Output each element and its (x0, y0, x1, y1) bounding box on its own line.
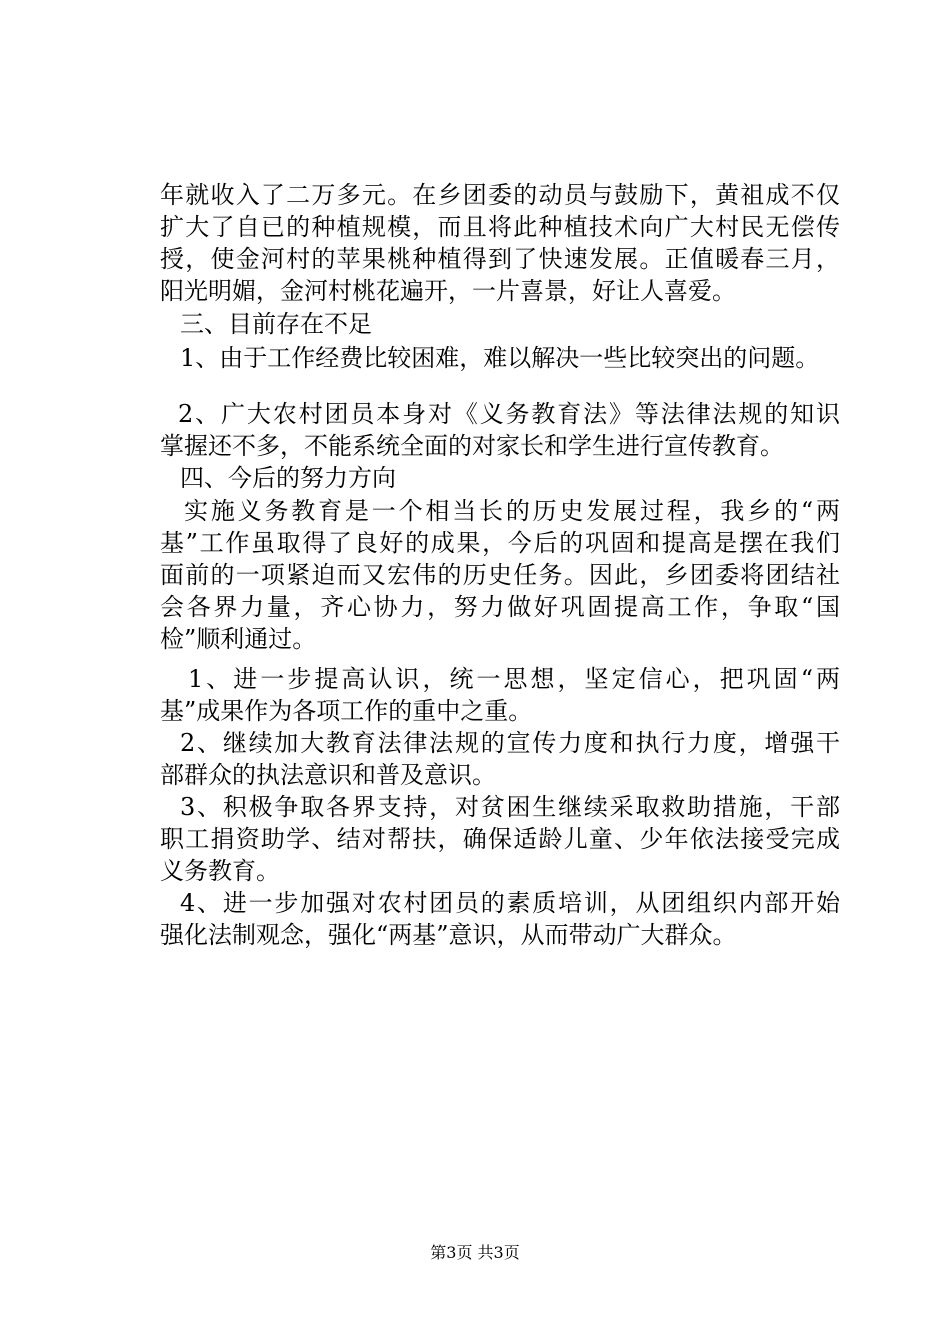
paragraph-line: 年就收入了二万多元。在乡团委的动员与鼓励下，黄祖成不仅 (160, 181, 840, 209)
paragraph-line: 扩大了自已的种植规模，而且将此种植技术向广大村民无偿传 (160, 213, 840, 241)
section-heading: 三、目前存在不足 (180, 310, 372, 338)
paragraph-line: 3、积极争取各界支持，对贫困生继续采取救助措施，干部 (180, 793, 840, 821)
paragraph-line: 授，使金河村的苹果桃种植得到了快速发展。正值暖春三月， (160, 245, 840, 273)
paragraph-line: 1、进一步提高认识，统一思想，坚定信心，把巩固“两 (188, 665, 840, 693)
paragraph-line: 面前的一项紧迫而又宏伟的历史任务。因此，乡团委将团结社 (160, 561, 840, 589)
paragraph-line: 基”成果作为各项工作的重中之重。 (160, 697, 533, 725)
paragraph-line: 检”顺利通过。 (160, 625, 317, 653)
paragraph-line: 义务教育。 (160, 857, 280, 885)
paragraph-line: 职工捐资助学、结对帮扶，确保适龄儿童、少年依法接受完成 (160, 825, 840, 853)
paragraph-line: 4、进一步加强对农村团员的素质培训，从团组织内部开始 (180, 889, 840, 917)
page-number-footer: 第3页 共3页 (430, 1243, 520, 1262)
paragraph-line: 基”工作虽取得了良好的成果，今后的巩固和提高是摆在我们 (160, 529, 840, 557)
paragraph-line: 掌握还不多，不能系统全面的对家长和学生进行宣传教育。 (160, 432, 784, 460)
paragraph-line: 实施义务教育是一个相当长的历史发展过程，我乡的“两 (184, 497, 840, 525)
paragraph-line: 2、继续加大教育法律法规的宣传力度和执行力度，增强干 (180, 729, 840, 757)
paragraph-line: 2、广大农村团员本身对《义务教育法》等法律法规的知识 (178, 400, 840, 428)
paragraph-line: 会各界力量，齐心协力，努力做好巩固提高工作，争取“国 (160, 593, 840, 621)
paragraph-line: 部群众的执法意识和普及意识。 (160, 761, 496, 789)
section-heading: 四、今后的努力方向 (180, 464, 396, 492)
paragraph-line: 1、由于工作经费比较困难，难以解决一些比较突出的问题。 (180, 344, 820, 372)
paragraph-line: 阳光明媚，金河村桃花遍开，一片喜景，好让人喜爱。 (160, 277, 736, 305)
paragraph-line: 强化法制观念，强化“两基”意识，从而带动广大群众。 (160, 921, 737, 949)
